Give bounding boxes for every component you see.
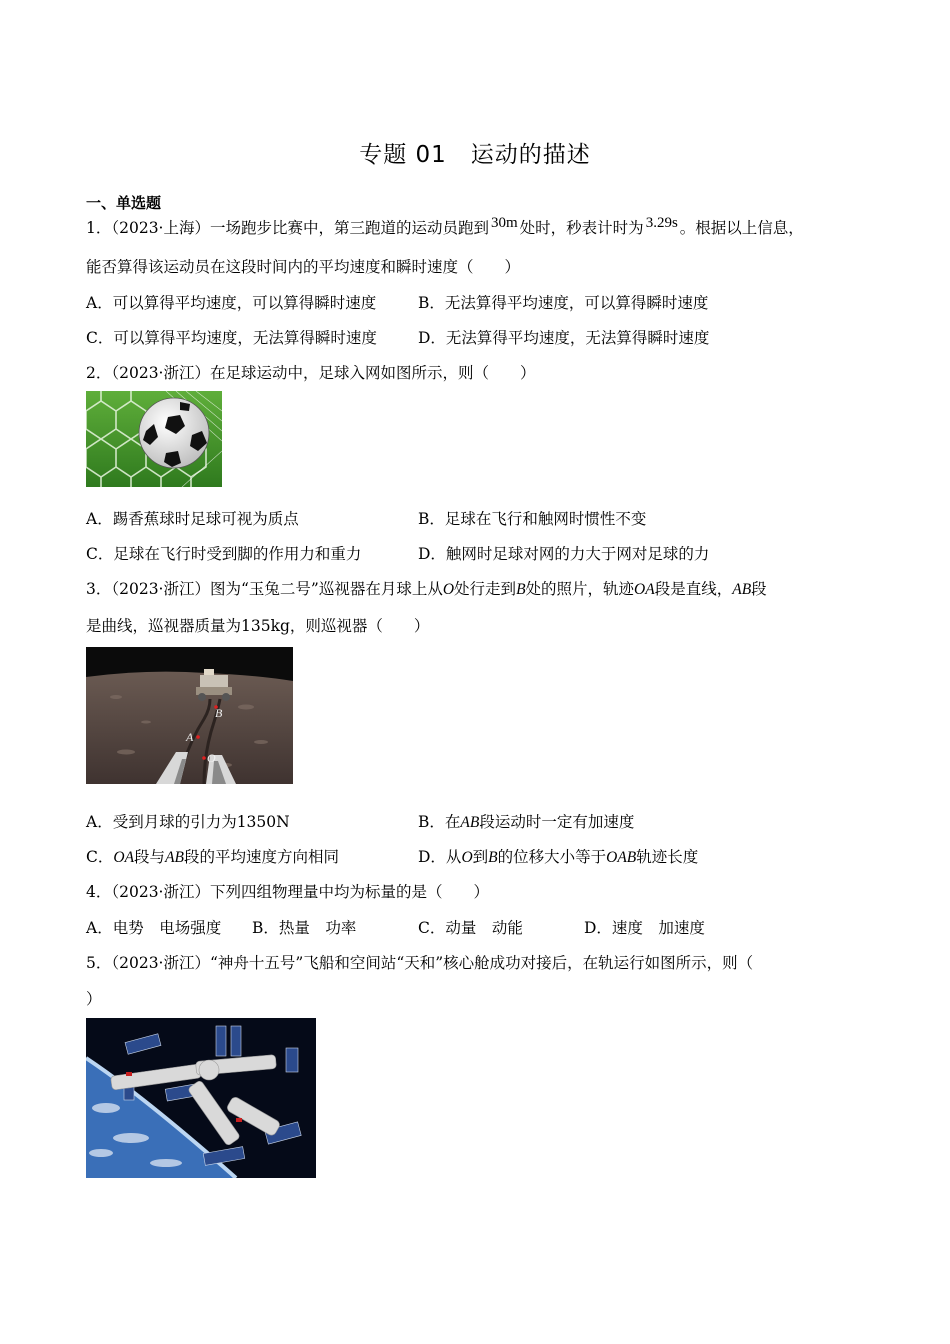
q3-text: 段 [751, 580, 767, 598]
image-label-a: A [186, 730, 194, 744]
q3-option-c-text: C． [86, 848, 114, 866]
q1-distance: 30m [491, 215, 518, 231]
q1-stem-line2: 能否算得该运动员在这段时间内的平均速度和瞬时速度（ ） [86, 258, 521, 276]
q1-text: 1．（2023·上海）一场跑步比赛中，第三跑道的运动员跑到 [86, 219, 489, 237]
q1-text: 。根据以上信息， [679, 219, 804, 237]
q3-option-c-text: 段与 [134, 848, 166, 866]
q1-option-d[interactable]: D．无法算得平均速度，无法算得瞬时速度 [418, 329, 710, 347]
q3-option-d-text: 的位移大小等于 [497, 848, 607, 866]
page-title: 专题 01 运动的描述 [359, 142, 591, 168]
q3-text: 处行走到 [454, 580, 517, 598]
q3-option-a[interactable]: A．受到月球的引力为1350N [86, 813, 290, 831]
q5-stem-line1: 5．（2023·浙江）“神舟十五号”飞船和空间站“天和”核心舱成功对接后，在轨运行如图所示，则（ [86, 954, 754, 972]
q4-option-d[interactable]: D．速度 加速度 [584, 919, 705, 937]
q3-segment-ab: AB [732, 581, 752, 598]
q1-text: 处时，秒表计时为 [519, 219, 644, 237]
q3-text: 段是直线， [654, 580, 733, 598]
q2-option-b[interactable]: B．足球在飞行和触网时惯性不变 [418, 510, 647, 528]
q3-option-d-text: 到 [472, 848, 489, 866]
q3-point-b: B [488, 849, 498, 866]
q3-point-o: O [442, 581, 455, 598]
section-heading: 一、单选题 [86, 194, 162, 212]
space-station-image [86, 1018, 316, 1178]
q3-option-b-text: B．在 [418, 813, 461, 831]
image-label-b: B [215, 706, 223, 720]
q4-option-c[interactable]: C．动量 动能 [418, 919, 523, 937]
q1-time: 3.29s [645, 215, 678, 231]
lunar-rover-image [86, 647, 293, 784]
q1-option-b[interactable]: B．无法算得平均速度，可以算得瞬时速度 [418, 294, 709, 312]
image-label-o: O [207, 751, 216, 765]
q3-option-d[interactable] [418, 845, 698, 867]
q3-segment-ab: AB [165, 849, 184, 866]
q3-option-c-text: 段的平均速度方向相同 [184, 848, 340, 866]
q3-stem-line2: 是曲线，巡视器质量为135kg，则巡视器（ ） [86, 617, 430, 635]
q3-text: 3．（2023·浙江）图为“玉兔二号”巡视器在月球上从 [86, 580, 443, 598]
q1-stem-line1 [86, 216, 804, 238]
q3-segment-ab: AB [460, 814, 480, 831]
q3-text: 处的照片，轨迹 [525, 580, 635, 598]
q3-option-d-text: 轨迹长度 [636, 848, 699, 866]
q3-point-b: B [516, 581, 526, 598]
q3-segment-oa: OA [113, 849, 135, 866]
q2-option-c[interactable]: C．足球在飞行时受到脚的作用力和重力 [86, 545, 362, 563]
q2-option-a[interactable]: A．踢香蕉球时足球可视为质点 [86, 510, 299, 528]
q3-option-b[interactable] [418, 810, 634, 832]
q1-option-c[interactable]: C．可以算得平均速度，无法算得瞬时速度 [86, 329, 377, 347]
q3-option-b-text: 段运动时一定有加速度 [479, 813, 635, 831]
q3-option-d-text: D．从 [418, 848, 462, 866]
q4-option-b[interactable]: B．热量 功率 [252, 919, 357, 937]
q1-option-a[interactable]: A．可以算得平均速度，可以算得瞬时速度 [86, 294, 377, 312]
q2-stem: 2．（2023·浙江）在足球运动中，足球入网如图所示，则（ ） [86, 364, 536, 382]
soccer-ball-image [86, 391, 222, 487]
q2-option-d[interactable]: D．触网时足球对网的力大于网对足球的力 [418, 545, 710, 563]
q4-option-a[interactable]: A．电势 电场强度 [86, 919, 222, 937]
q3-stem-line1 [86, 577, 767, 599]
q5-stem-line2: ） [86, 990, 102, 1008]
q3-point-o: O [461, 849, 473, 866]
q4-stem: 4．（2023·浙江）下列四组物理量中均为标量的是（ ） [86, 883, 489, 901]
q3-option-c[interactable] [86, 845, 339, 867]
q3-path-oab: OAB [606, 849, 637, 866]
q3-segment-oa: OA [634, 581, 655, 598]
